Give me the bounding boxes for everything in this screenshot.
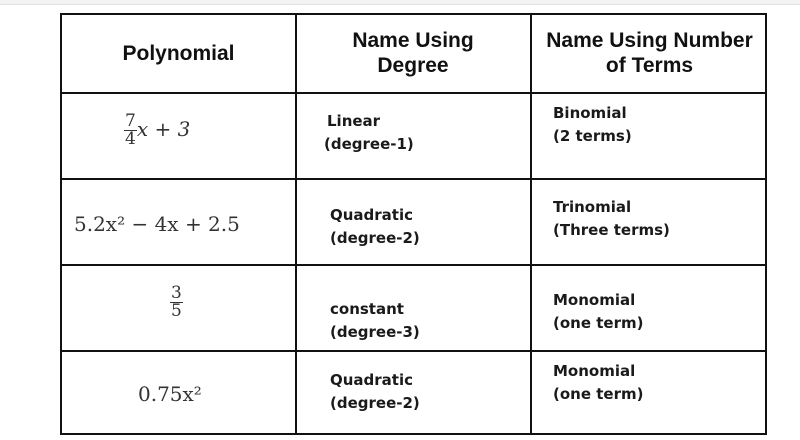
- terms-name: Monomial: [553, 291, 636, 309]
- degree-name: Linear: [327, 112, 381, 130]
- polynomial-expression: x + 3: [136, 117, 191, 141]
- terms-cell: [553, 289, 643, 335]
- degree-cell: [330, 369, 420, 415]
- fraction: $\frac{7}{4}$: [125, 111, 136, 149]
- degree-detail: (degree-1): [324, 135, 414, 153]
- degree-name: Quadratic: [330, 371, 414, 389]
- degree-cell: [330, 298, 420, 344]
- polynomial-cell: [138, 382, 202, 406]
- degree-detail: (degree-3): [330, 323, 420, 341]
- terms-detail: (Three terms): [553, 221, 670, 239]
- degree-name: Quadratic: [330, 206, 414, 224]
- column-divider: [530, 15, 532, 433]
- fraction: $\frac{3}{5}$: [171, 283, 182, 321]
- polynomial-expression: 5.2x² − 4x + 2.5: [74, 212, 240, 236]
- row-divider: [62, 264, 765, 266]
- header-name-using-number-of-terms: Name Using Number of Terms: [546, 29, 753, 77]
- terms-detail: (one term): [553, 314, 644, 332]
- header-polynomial: Polynomial: [122, 42, 235, 65]
- top-toolbar-strip: [0, 0, 800, 5]
- header-name-using-degree: Name Using Degree: [352, 29, 474, 77]
- row-divider: [62, 178, 765, 180]
- row-divider: [62, 92, 765, 94]
- row-divider: [62, 350, 765, 352]
- terms-cell: [553, 196, 670, 242]
- terms-name: Trinomial: [553, 198, 632, 216]
- terms-cell: [553, 360, 643, 406]
- polynomial-expression: 0.75x²: [138, 382, 202, 406]
- degree-cell: [324, 110, 414, 156]
- terms-detail: (one term): [553, 385, 644, 403]
- degree-detail: (degree-2): [330, 394, 420, 412]
- polynomial-cell: [124, 113, 190, 148]
- terms-name: Monomial: [553, 362, 636, 380]
- degree-detail: (degree-2): [330, 229, 420, 247]
- polynomial-cell: [74, 212, 240, 236]
- polynomial-cell: [170, 285, 183, 320]
- terms-cell: [553, 102, 632, 148]
- degree-name: constant: [330, 300, 404, 318]
- polynomial-table: [60, 13, 767, 435]
- degree-cell: [330, 204, 420, 250]
- terms-name: Binomial: [553, 104, 627, 122]
- column-divider: [295, 15, 297, 433]
- terms-detail: (2 terms): [553, 127, 632, 145]
